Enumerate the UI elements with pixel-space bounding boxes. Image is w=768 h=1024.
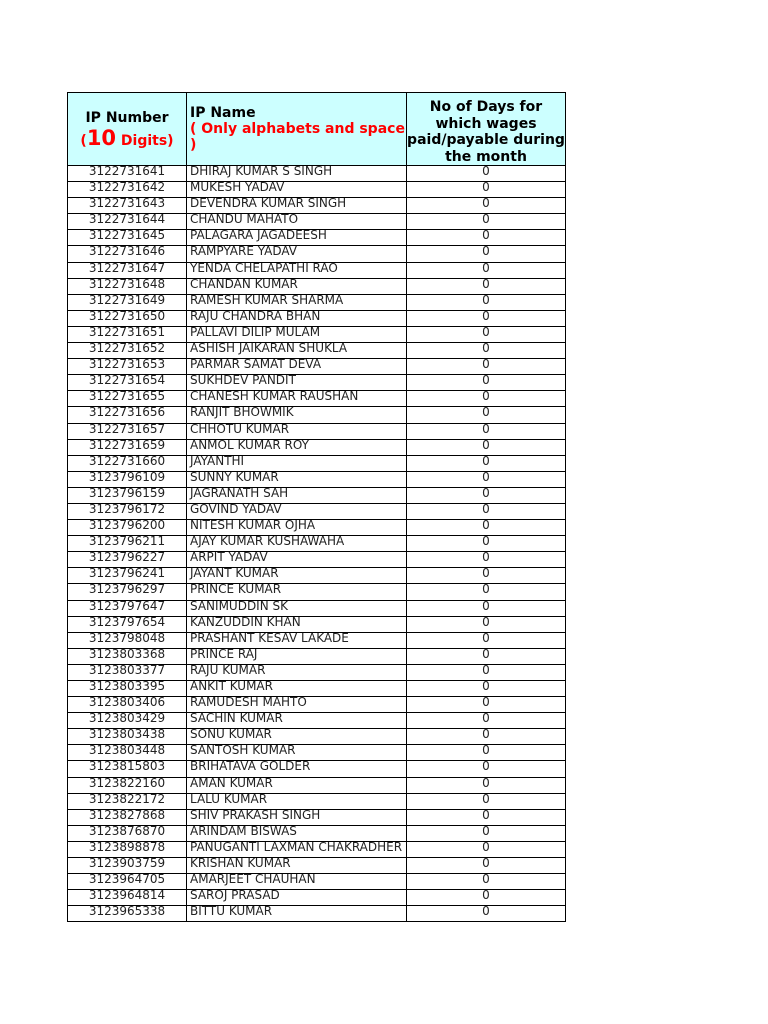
ip-number-cell[interactable]: 3122731652 xyxy=(68,343,187,359)
ip-number-cell[interactable]: 3123796200 xyxy=(68,520,187,536)
table-row xyxy=(68,294,566,310)
ip-number-cell[interactable]: 3123803395 xyxy=(68,681,187,697)
ip-name-cell[interactable]: CHANESH KUMAR RAUSHAN xyxy=(187,391,407,407)
table-row xyxy=(68,681,566,697)
table-row xyxy=(68,455,566,471)
table-row xyxy=(68,503,566,519)
ip-name-cell[interactable]: DEVENDRA KUMAR SINGH xyxy=(187,198,407,214)
table-row xyxy=(68,761,566,777)
table-row xyxy=(68,343,566,359)
days-header[interactable] xyxy=(407,93,566,166)
days-cell[interactable]: 0 xyxy=(407,166,566,182)
days-cell[interactable]: 0 xyxy=(407,858,566,874)
table-row xyxy=(68,375,566,391)
table-row xyxy=(68,632,566,648)
table-row xyxy=(68,713,566,729)
ip-name-cell[interactable]: DHIRAJ KUMAR S SINGH xyxy=(187,166,407,182)
days-cell[interactable]: 0 xyxy=(407,729,566,745)
table-row xyxy=(68,407,566,423)
table-row xyxy=(68,198,566,214)
ip-number-cell[interactable]: 3122731651 xyxy=(68,326,187,342)
table-row xyxy=(68,584,566,600)
ip-number-cell[interactable]: 3123903759 xyxy=(68,858,187,874)
days-cell[interactable]: 0 xyxy=(407,713,566,729)
table-row xyxy=(68,697,566,713)
ip-number-cell[interactable]: 3122731657 xyxy=(68,423,187,439)
ip-number-cell[interactable]: 3122731655 xyxy=(68,391,187,407)
ip-name-cell[interactable]: JAYANTHI xyxy=(187,455,407,471)
ip-number-cell[interactable]: 3122731641 xyxy=(68,166,187,182)
table-row xyxy=(68,214,566,230)
ip-number-cell[interactable]: 3123803406 xyxy=(68,697,187,713)
days-cell[interactable]: 0 xyxy=(407,777,566,793)
table-row xyxy=(68,664,566,680)
days-cell[interactable]: 0 xyxy=(407,343,566,359)
ip-name-cell[interactable]: RAMPYARE YADAV xyxy=(187,246,407,262)
ip-name-cell[interactable]: CHHOTU KUMAR xyxy=(187,423,407,439)
days-cell[interactable]: 0 xyxy=(407,326,566,342)
ip-number-cell[interactable]: 3123796211 xyxy=(68,536,187,552)
ip-number-cell[interactable]: 3122731656 xyxy=(68,407,187,423)
ip-name-cell[interactable]: PRINCE KUMAR xyxy=(187,584,407,600)
days-cell[interactable]: 0 xyxy=(407,310,566,326)
days-cell[interactable]: 0 xyxy=(407,182,566,198)
days-cell[interactable]: 0 xyxy=(407,793,566,809)
ip-digits-note: (10 Digits) xyxy=(80,125,174,150)
ip-number-cell[interactable]: 3122731649 xyxy=(68,294,187,310)
days-cell[interactable]: 0 xyxy=(407,809,566,825)
table-row xyxy=(68,326,566,342)
ip-number-cell[interactable]: 3123796227 xyxy=(68,552,187,568)
header-row xyxy=(68,93,566,166)
ip-name-cell[interactable]: AMARJEET CHAUHAN xyxy=(187,874,407,890)
ip-name-header-label: IP Name xyxy=(190,105,256,121)
ip-name-cell[interactable]: SONU KUMAR xyxy=(187,729,407,745)
table-row xyxy=(68,536,566,552)
ip-number-cell[interactable]: 3122731654 xyxy=(68,375,187,391)
ip-name-cell[interactable]: JAYANT KUMAR xyxy=(187,568,407,584)
ip-name-cell[interactable]: RAMESH KUMAR SHARMA xyxy=(187,294,407,310)
table-row xyxy=(68,552,566,568)
ip-number-cell[interactable]: 3123796159 xyxy=(68,487,187,503)
ip-name-cell[interactable]: NITESH KUMAR OJHA xyxy=(187,520,407,536)
days-cell[interactable]: 0 xyxy=(407,536,566,552)
table-row xyxy=(68,890,566,906)
ip-name-cell[interactable]: AMAN KUMAR xyxy=(187,777,407,793)
days-cell[interactable]: 0 xyxy=(407,359,566,375)
ip-name-cell[interactable]: SANIMUDDIN SK xyxy=(187,600,407,616)
table-row xyxy=(68,359,566,375)
ip-number-cell[interactable]: 3122731648 xyxy=(68,278,187,294)
days-cell[interactable]: 0 xyxy=(407,648,566,664)
ip-name-note: ( Only alphabets and space ) xyxy=(190,121,405,153)
ip-number-cell[interactable]: 3123796172 xyxy=(68,503,187,519)
ip-number-cell[interactable]: 3123815803 xyxy=(68,761,187,777)
ip-number-cell[interactable]: 3122731642 xyxy=(68,182,187,198)
table-row xyxy=(68,278,566,294)
table-row xyxy=(68,777,566,793)
ip-name-cell[interactable]: ARPIT YADAV xyxy=(187,552,407,568)
ip-name-header[interactable] xyxy=(187,93,407,166)
table-row xyxy=(68,729,566,745)
ip-number-cell[interactable]: 3123803429 xyxy=(68,713,187,729)
ip-name-cell[interactable]: AJAY KUMAR KUSHAWAHA xyxy=(187,536,407,552)
days-cell[interactable]: 0 xyxy=(407,455,566,471)
ip-name-cell[interactable]: ANMOL KUMAR ROY xyxy=(187,439,407,455)
ip-name-cell[interactable]: RAJU KUMAR xyxy=(187,664,407,680)
ip-number-cell[interactable]: 3123898878 xyxy=(68,841,187,857)
table-row xyxy=(68,793,566,809)
table-row xyxy=(68,230,566,246)
ip-name-cell[interactable]: SHIV PRAKASH SINGH xyxy=(187,809,407,825)
ip-name-cell[interactable]: KANZUDDIN KHAN xyxy=(187,616,407,632)
ip-number-cell[interactable]: 3122731647 xyxy=(68,262,187,278)
ip-name-cell[interactable]: SAROJ PRASAD xyxy=(187,890,407,906)
days-cell[interactable]: 0 xyxy=(407,761,566,777)
ip-number-cell[interactable]: 3122731645 xyxy=(68,230,187,246)
days-cell[interactable]: 0 xyxy=(407,890,566,906)
ip-number-cell[interactable]: 3123796241 xyxy=(68,568,187,584)
table-row xyxy=(68,825,566,841)
ip-name-cell[interactable]: JAGRANATH SAH xyxy=(187,487,407,503)
ip-name-cell[interactable]: PANUGANTI LAXMAN CHAKRADHER xyxy=(187,841,407,857)
days-cell[interactable]: 0 xyxy=(407,198,566,214)
table-row xyxy=(68,600,566,616)
days-cell[interactable]: 0 xyxy=(407,503,566,519)
table-row xyxy=(68,858,566,874)
ip-number-cell[interactable]: 3123964705 xyxy=(68,874,187,890)
days-cell[interactable]: 0 xyxy=(407,471,566,487)
days-cell[interactable]: 0 xyxy=(407,600,566,616)
table-row xyxy=(68,391,566,407)
ip-name-cell[interactable]: MUKESH YADAV xyxy=(187,182,407,198)
ip-name-cell[interactable]: PRASHANT KESAV LAKADE xyxy=(187,632,407,648)
ip-number-cell[interactable]: 3122731659 xyxy=(68,439,187,455)
days-cell[interactable]: 0 xyxy=(407,230,566,246)
ip-name-cell[interactable]: PARMAR SAMAT DEVA xyxy=(187,359,407,375)
ip-number-cell[interactable]: 3122731660 xyxy=(68,455,187,471)
ip-number-cell[interactable]: 3123798048 xyxy=(68,632,187,648)
table-row xyxy=(68,246,566,262)
table-row xyxy=(68,809,566,825)
ip-name-cell[interactable]: BITTU KUMAR xyxy=(187,906,407,922)
days-cell[interactable]: 0 xyxy=(407,407,566,423)
days-cell[interactable]: 0 xyxy=(407,616,566,632)
days-cell[interactable]: 0 xyxy=(407,632,566,648)
ip-name-cell[interactable]: ANKIT KUMAR xyxy=(187,681,407,697)
days-cell[interactable]: 0 xyxy=(407,697,566,713)
days-cell[interactable]: 0 xyxy=(407,520,566,536)
ip-number-cell[interactable]: 3122731644 xyxy=(68,214,187,230)
table-row xyxy=(68,906,566,922)
ip-number-cell[interactable]: 3123964814 xyxy=(68,890,187,906)
table-row xyxy=(68,874,566,890)
ip-number-cell[interactable]: 3123822160 xyxy=(68,777,187,793)
ip-number-cell[interactable]: 3123803377 xyxy=(68,664,187,680)
table-row xyxy=(68,262,566,278)
days-cell[interactable]: 0 xyxy=(407,487,566,503)
days-cell[interactable]: 0 xyxy=(407,262,566,278)
ip-number-cell[interactable]: 3123876870 xyxy=(68,825,187,841)
table-row xyxy=(68,648,566,664)
table-row xyxy=(68,166,566,182)
table-row xyxy=(68,182,566,198)
ip-name-cell[interactable]: RAMUDESH MAHTO xyxy=(187,697,407,713)
days-cell[interactable]: 0 xyxy=(407,584,566,600)
ip-name-cell[interactable]: ARINDAM BISWAS xyxy=(187,825,407,841)
days-cell[interactable]: 0 xyxy=(407,825,566,841)
days-cell[interactable]: 0 xyxy=(407,745,566,761)
days-cell[interactable]: 0 xyxy=(407,439,566,455)
ip-name-cell[interactable]: PALAGARA JAGADEESH xyxy=(187,230,407,246)
ip-number-cell[interactable]: 3123827868 xyxy=(68,809,187,825)
ip-name-cell[interactable]: PALLAVI DILIP MULAM xyxy=(187,326,407,342)
days-cell[interactable]: 0 xyxy=(407,423,566,439)
days-cell[interactable]: 0 xyxy=(407,214,566,230)
ip-name-cell[interactable]: RANJIT BHOWMIK xyxy=(187,407,407,423)
ip-name-cell[interactable]: SUNNY KUMAR xyxy=(187,471,407,487)
table-row xyxy=(68,568,566,584)
table-row xyxy=(68,471,566,487)
ip-number-cell[interactable]: 3123796109 xyxy=(68,471,187,487)
days-cell[interactable]: 0 xyxy=(407,391,566,407)
ip-name-cell[interactable]: ASHISH JAIKARAN SHUKLA xyxy=(187,343,407,359)
days-cell[interactable]: 0 xyxy=(407,906,566,922)
ip-number-header-label: IP Number xyxy=(85,109,169,126)
days-cell[interactable]: 0 xyxy=(407,874,566,890)
wages-table xyxy=(67,92,566,922)
table-row xyxy=(68,310,566,326)
table-row xyxy=(68,487,566,503)
ip-name-cell[interactable]: GOVIND YADAV xyxy=(187,503,407,519)
table-row xyxy=(68,439,566,455)
days-cell[interactable]: 0 xyxy=(407,246,566,262)
ip-number-cell[interactable]: 3123822172 xyxy=(68,793,187,809)
ip-number-cell[interactable]: 3123803448 xyxy=(68,745,187,761)
ip-number-header[interactable] xyxy=(68,93,187,166)
table-row xyxy=(68,841,566,857)
days-cell[interactable]: 0 xyxy=(407,278,566,294)
days-cell[interactable]: 0 xyxy=(407,552,566,568)
table-row xyxy=(68,616,566,632)
ip-number-cell[interactable]: 3123803438 xyxy=(68,729,187,745)
days-cell[interactable]: 0 xyxy=(407,664,566,680)
days-cell[interactable]: 0 xyxy=(407,294,566,310)
table-row xyxy=(68,520,566,536)
ip-number-cell[interactable]: 3122731650 xyxy=(68,310,187,326)
days-cell[interactable]: 0 xyxy=(407,681,566,697)
ip-number-cell[interactable]: 3123797647 xyxy=(68,600,187,616)
ip-number-cell[interactable]: 3123797654 xyxy=(68,616,187,632)
ip-number-cell[interactable]: 3122731653 xyxy=(68,359,187,375)
ip-name-cell[interactable]: SACHIN KUMAR xyxy=(187,713,407,729)
table-row xyxy=(68,745,566,761)
days-cell[interactable]: 0 xyxy=(407,568,566,584)
ip-name-cell[interactable]: SANTOSH KUMAR xyxy=(187,745,407,761)
table-row xyxy=(68,423,566,439)
ip-name-cell[interactable]: CHANDU MAHATO xyxy=(187,214,407,230)
ip-number-cell[interactable]: 3122731646 xyxy=(68,246,187,262)
ip-name-cell[interactable]: SUKHDEV PANDIT xyxy=(187,375,407,391)
days-cell[interactable]: 0 xyxy=(407,841,566,857)
ip-number-cell[interactable]: 3122731643 xyxy=(68,198,187,214)
days-header-label: No of Days for which wages paid/payable during the month xyxy=(407,99,565,165)
ip-name-cell[interactable]: KRISHAN KUMAR xyxy=(187,858,407,874)
ip-name-cell[interactable]: BRIHATAVA GOLDER xyxy=(187,761,407,777)
ip-name-cell[interactable]: PRINCE RAJ xyxy=(187,648,407,664)
ip-name-cell[interactable]: YENDA CHELAPATHI RAO xyxy=(187,262,407,278)
ip-number-cell[interactable]: 3123965338 xyxy=(68,906,187,922)
ip-number-cell[interactable]: 3123796297 xyxy=(68,584,187,600)
ip-name-cell[interactable]: CHANDAN KUMAR xyxy=(187,278,407,294)
days-cell[interactable]: 0 xyxy=(407,375,566,391)
ip-number-cell[interactable]: 3123803368 xyxy=(68,648,187,664)
ip-name-cell[interactable]: RAJU CHANDRA BHAN xyxy=(187,310,407,326)
ip-name-cell[interactable]: LALU KUMAR xyxy=(187,793,407,809)
